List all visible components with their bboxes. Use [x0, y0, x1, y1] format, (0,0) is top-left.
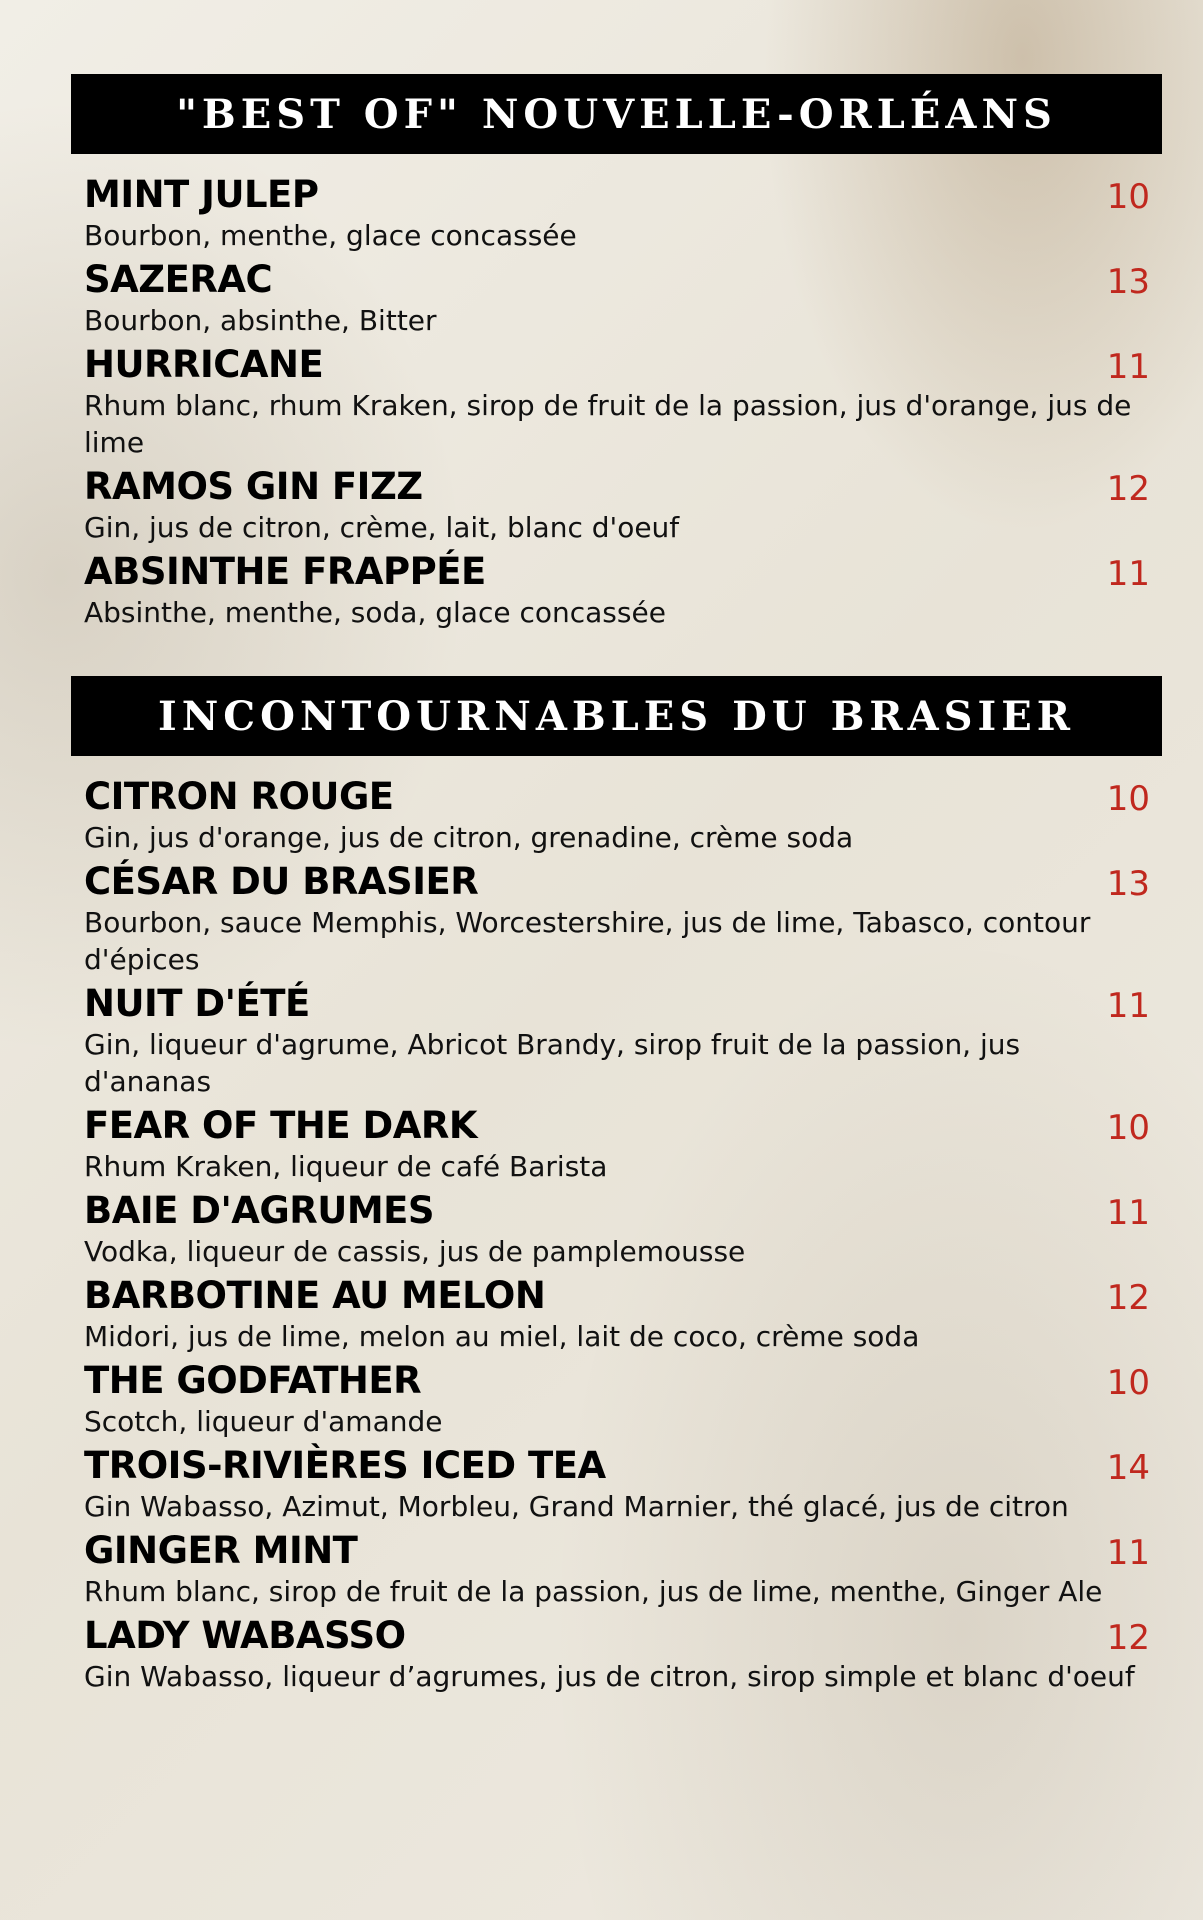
menu-item — [84, 1614, 1150, 1695]
section-header-best-of — [71, 74, 1162, 154]
item-description: Bourbon, menthe, glace concassée — [84, 219, 577, 252]
item-price: 12 — [1106, 1278, 1150, 1318]
item-name: SAZERAC — [84, 258, 273, 301]
item-name: LADY WABASSO — [84, 1614, 406, 1657]
item-name: FEAR OF THE DARK — [84, 1104, 478, 1147]
item-name: ABSINTHE FRAPPÉE — [84, 550, 486, 593]
item-name: BAIE D'AGRUMES — [84, 1189, 435, 1232]
item-description: Rhum Kraken, liqueur de café Barista — [84, 1150, 608, 1183]
menu-item — [84, 1189, 1150, 1270]
item-description: Bourbon, sauce Memphis, Worcestershire, jus de lime, Tabasco, contour d'épices — [84, 906, 1091, 976]
item-description: Midori, jus de lime, melon au miel, lait de coco, crème soda — [84, 1320, 920, 1353]
item-description: Rhum blanc, rhum Kraken, sirop de fruit de la passion, jus d'orange, jus de lime — [84, 389, 1132, 459]
cocktail-list-best-of — [84, 173, 1150, 635]
item-price: 13 — [1106, 864, 1150, 904]
item-price: 10 — [1106, 177, 1150, 217]
menu-item — [84, 1274, 1150, 1355]
cocktail-list-incontournables — [84, 775, 1150, 1699]
item-name: NUIT D'ÉTÉ — [84, 982, 310, 1025]
menu-item — [84, 173, 1150, 254]
item-price: 14 — [1106, 1448, 1150, 1488]
item-price: 10 — [1106, 779, 1150, 819]
menu-item — [84, 1529, 1150, 1610]
item-description: Vodka, liqueur de cassis, jus de pamplemousse — [84, 1235, 746, 1268]
menu-item — [84, 1444, 1150, 1525]
item-name: CITRON ROUGE — [84, 775, 394, 818]
item-price: 12 — [1106, 469, 1150, 509]
item-name: RAMOS GIN FIZZ — [84, 465, 423, 508]
menu-item — [84, 550, 1150, 631]
item-description: Gin, liqueur d'agrume, Abricot Brandy, sirop fruit de la passion, jus d'ananas — [84, 1028, 1021, 1098]
item-name: MINT JULEP — [84, 173, 319, 216]
item-name: BARBOTINE AU MELON — [84, 1274, 546, 1317]
item-name: THE GODFATHER — [84, 1359, 422, 1402]
item-price: 11 — [1106, 986, 1150, 1026]
item-description: Scotch, liqueur d'amande — [84, 1405, 443, 1438]
section-header-incontournables — [71, 676, 1162, 756]
item-name: TROIS-RIVIÈRES ICED TEA — [84, 1444, 606, 1487]
menu-item — [84, 343, 1150, 461]
item-price: 12 — [1106, 1618, 1150, 1658]
item-description: Gin, jus d'orange, jus de citron, grenadine, crème soda — [84, 821, 854, 854]
item-price: 11 — [1106, 1533, 1150, 1573]
menu-item — [84, 775, 1150, 856]
item-name: GINGER MINT — [84, 1529, 358, 1572]
item-price: 11 — [1106, 1193, 1150, 1233]
item-price: 13 — [1106, 262, 1150, 302]
menu-item — [84, 860, 1150, 978]
section-title: "BEST OF" NOUVELLE-ORLÉANS — [176, 90, 1057, 138]
item-price: 10 — [1106, 1108, 1150, 1148]
menu-item — [84, 465, 1150, 546]
item-description: Gin, jus de citron, crème, lait, blanc d'oeuf — [84, 511, 680, 544]
menu-item — [84, 1359, 1150, 1440]
menu-item — [84, 982, 1150, 1100]
item-description: Absinthe, menthe, soda, glace concassée — [84, 596, 666, 629]
section-title: INCONTOURNABLES DU BRASIER — [158, 692, 1075, 740]
menu-item — [84, 1104, 1150, 1185]
item-description: Bourbon, absinthe, Bitter — [84, 304, 437, 337]
item-description: Gin Wabasso, liqueur d’agrumes, jus de citron, sirop simple et blanc d'oeuf — [84, 1660, 1135, 1693]
item-name: HURRICANE — [84, 343, 324, 386]
item-price: 11 — [1106, 347, 1150, 387]
item-name: CÉSAR DU BRASIER — [84, 860, 479, 903]
item-description: Rhum blanc, sirop de fruit de la passion, jus de lime, menthe, Ginger Ale — [84, 1575, 1103, 1608]
menu-item — [84, 258, 1150, 339]
item-price: 11 — [1106, 554, 1150, 594]
item-price: 10 — [1106, 1363, 1150, 1403]
item-description: Gin Wabasso, Azimut, Morbleu, Grand Marnier, thé glacé, jus de citron — [84, 1490, 1069, 1523]
